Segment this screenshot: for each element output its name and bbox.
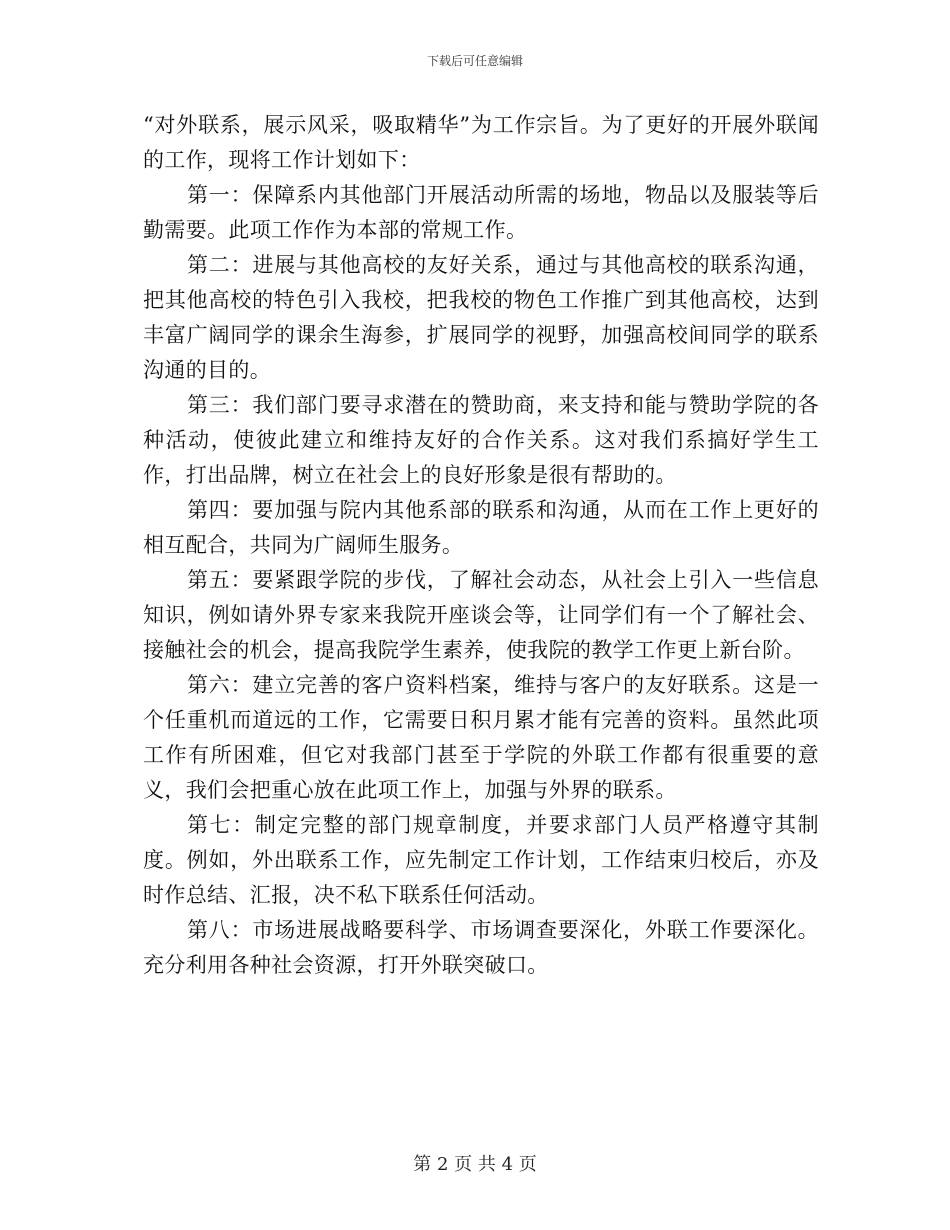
document-body <box>143 108 819 983</box>
paragraph-item-7: 第七：制定完整的部门规章制度，并要求部门人员严格遵守其制度。例如，外出联系工作，应先制定工作计划，工作结束归校后，亦及时作总结、汇报，决不私下联系任何活动。 <box>143 813 819 907</box>
paragraph-item-1: 第一：保障系内其他部门开展活动所需的场地，物品以及服装等后勤需要。此项工作作为本部的常规工作。 <box>143 183 819 242</box>
page-header: 下载后可任意编辑 <box>426 54 523 68</box>
paragraph-item-8: 第八：市场进展战略要科学、市场调查要深化，外联工作要深化。充分利用各种社会资源，打开外联突破口。 <box>143 918 819 977</box>
paragraph-item-4: 第四：要加强与院内其他系部的联系和沟通，从而在工作上更好的相互配合，共同为广阔师生服务。 <box>143 498 819 557</box>
paragraph-item-3: 第三：我们部门要寻求潜在的赞助商，来支持和能与赞助学院的各种活动，使彼此建立和维持友好的合作关系。这对我们系搞好学生工作，打出品牌，树立在社会上的良好形象是很有帮助的。 <box>143 393 819 487</box>
paragraph-intro: “对外联系，展示风采，吸取精华”为工作宗旨。为了更好的开展外联闻的工作，现将工作计划如下： <box>143 113 819 172</box>
paragraph-item-2: 第二：进展与其他高校的友好关系，通过与其他高校的联系沟通，把其他高校的特色引入我校，把我校的物色工作推广到其他高校，达到丰富广阔同学的课余生海参，扩展同学的视野，加强高校间同学的联系沟通的目的。 <box>143 253 819 382</box>
page-number: 第 2 页 共 4 页 <box>413 1154 537 1175</box>
paragraph-item-5: 第五：要紧跟学院的步伐，了解社会动态，从社会上引入一些信息知识，例如请外界专家来我院开座谈会等，让同学们有一个了解社会、接触社会的机会，提高我院学生素养，使我院的教学工作更上新台阶。 <box>143 568 819 662</box>
paragraph-item-6: 第六：建立完善的客户资料档案，维持与客户的友好联系。这是一个任重机而道远的工作，它需要日积月累才能有完善的资料。虽然此项工作有所困难，但它对我部门甚至于学院的外联工作都有很重要的意义，我们会把重心放在此项工作上，加强与外界的联系。 <box>143 673 819 802</box>
